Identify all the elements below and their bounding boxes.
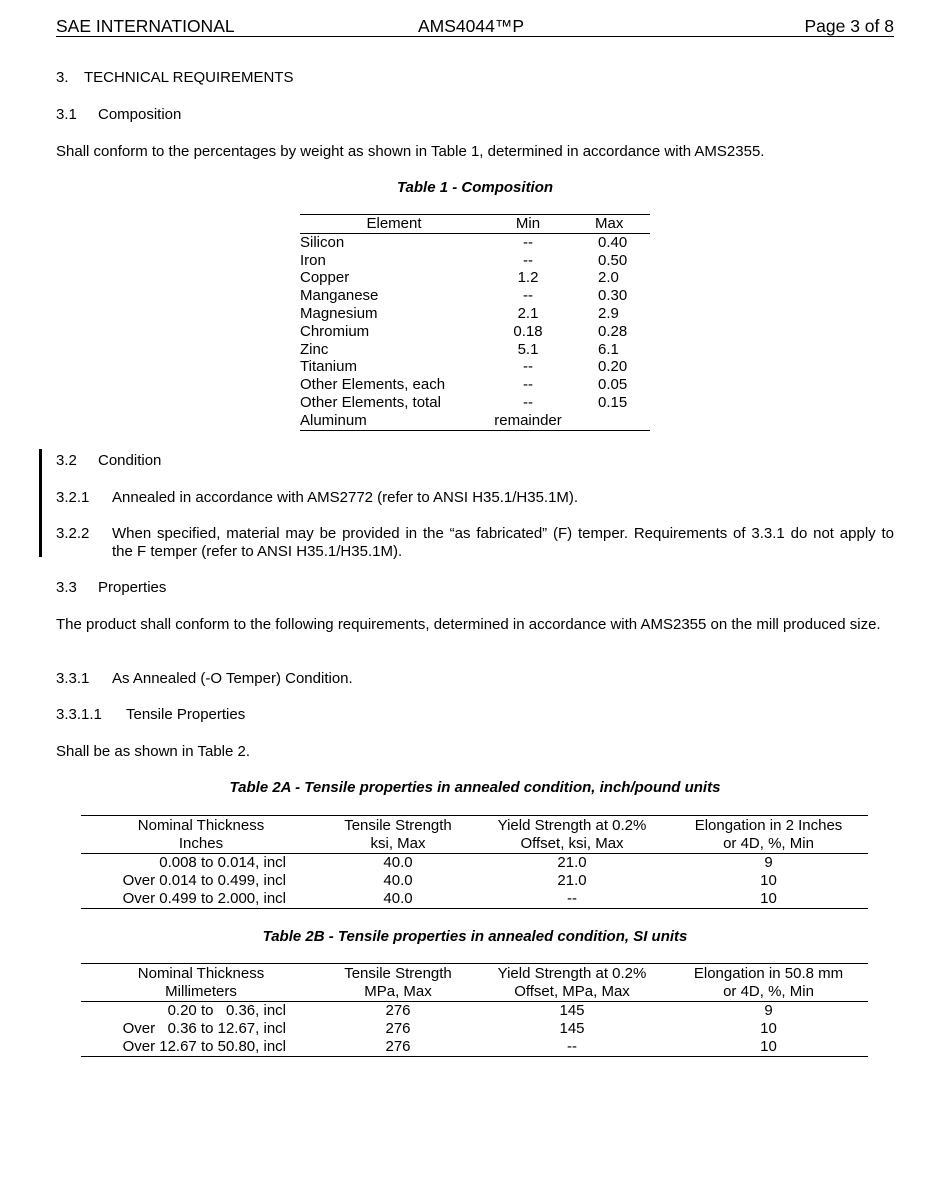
section-3-3-text: The product shall conform to the following requirements, determined in accordance with AMS2355 on the mill produced size. — [56, 616, 881, 633]
element-name: Other Elements, total — [300, 393, 441, 411]
section-3-3-1-1-text: Shall be as shown in Table 2. — [56, 743, 251, 760]
table-2a-header-row — [81, 815, 868, 854]
element-min: 1.2 — [517, 269, 539, 287]
section-3-3-1-1-title: Tensile Properties — [126, 706, 246, 723]
elongation-value: 10 — [760, 1038, 777, 1055]
table-2a-caption: Table 2A - Tensile properties in annealed condition, inch/pound units — [229, 779, 721, 796]
table-row — [300, 252, 650, 270]
section-3-2-title: Condition — [98, 452, 162, 469]
element-name: Aluminum — [300, 411, 367, 429]
element-max: 0.15 — [598, 393, 628, 411]
table-1-caption: Table 1 - Composition — [396, 179, 554, 196]
element-max: 6.1 — [598, 340, 619, 358]
table-2a-header-thickness-line1: Nominal Thickness — [137, 817, 265, 834]
table-2a-header-thickness-line2: Inches — [178, 835, 224, 852]
table-2a-header-tensile-line2: ksi, Max — [370, 835, 426, 852]
element-min: -- — [523, 393, 533, 411]
section-3-2-2-number: 3.2.2 — [56, 525, 90, 542]
tensile-value: 40.0 — [383, 890, 413, 907]
element-max: 0.30 — [598, 287, 628, 305]
table-row — [300, 412, 650, 431]
table-row — [300, 358, 650, 376]
section-3-3-title: Properties — [98, 579, 167, 596]
table-row — [300, 234, 650, 252]
elongation-value: 10 — [760, 872, 777, 889]
element-min: -- — [523, 251, 533, 269]
element-name: Copper — [300, 269, 350, 287]
table-row — [300, 394, 650, 412]
element-name: Chromium — [300, 322, 370, 340]
table-2a-header-yield-line1: Yield Strength at 0.2% — [497, 817, 647, 834]
elongation-value: 9 — [764, 1002, 773, 1019]
table-row — [81, 854, 868, 872]
tensile-value: 40.0 — [383, 854, 413, 871]
section-3-3-1-number: 3.3.1 — [56, 670, 90, 687]
table-row — [81, 1038, 868, 1057]
element-max: 2.0 — [598, 269, 619, 287]
header-document-number: AMS4044™P — [418, 16, 525, 36]
tensile-value: 276 — [385, 1020, 411, 1037]
section-3-1-text: Shall conform to the percentages by weight as shown in Table 1, determined in accordance with AMS2355. — [56, 143, 765, 160]
table-row — [81, 872, 868, 890]
element-min: 5.1 — [517, 340, 539, 358]
element-max: 2.9 — [598, 304, 619, 322]
section-3-number: 3. — [56, 69, 69, 86]
section-3-2-1-number: 3.2.1 — [56, 489, 90, 506]
thickness-range: 0.20 to 0.36, incl — [167, 1002, 286, 1019]
section-3-2-number: 3.2 — [56, 452, 77, 469]
table-2b-header-tensile-line1: Tensile Strength — [344, 965, 452, 982]
page-header — [56, 14, 894, 37]
table-row — [300, 287, 650, 305]
table-2b-header-yield-line1: Yield Strength at 0.2% — [497, 965, 647, 982]
table-2a-header-elongation-line2: or 4D, %, Min — [723, 835, 814, 852]
tensile-value: 40.0 — [383, 872, 413, 889]
table-row — [300, 269, 650, 287]
elongation-value: 10 — [760, 890, 777, 907]
section-3-2-1-text: Annealed in accordance with AMS2772 (refer to ANSI H35.1/H35.1M). — [112, 489, 579, 506]
elongation-value: 9 — [764, 854, 773, 871]
elongation-value: 10 — [760, 1020, 777, 1037]
element-name: Manganese — [300, 287, 379, 305]
element-min: -- — [523, 358, 533, 376]
table-row — [81, 890, 868, 909]
table-row — [300, 341, 650, 359]
element-min: -- — [523, 376, 533, 394]
table-2a-header-yield-line2: Offset, ksi, Max — [520, 835, 624, 852]
element-max: 0.05 — [598, 376, 628, 394]
element-name: Magnesium — [300, 304, 378, 322]
table-2b-header-elongation-line2: or 4D, %, Min — [723, 983, 814, 1000]
element-max: 0.50 — [598, 251, 628, 269]
table-1-header-row — [300, 215, 650, 234]
table-2a — [81, 815, 868, 909]
tensile-value: 276 — [385, 1038, 411, 1055]
element-min: remainder — [494, 411, 562, 429]
thickness-range: Over 0.36 to 12.67, incl — [122, 1020, 286, 1037]
table-row — [300, 376, 650, 394]
thickness-range: Over 0.499 to 2.000, incl — [122, 890, 286, 907]
table-2b-header-elongation-line1: Elongation in 50.8 mm — [693, 965, 844, 982]
table-row — [81, 1020, 868, 1038]
yield-value: -- — [567, 1038, 577, 1055]
yield-value: 145 — [559, 1002, 585, 1019]
section-3-3-1-text: As Annealed (-O Temper) Condition. — [112, 670, 353, 687]
table-2b-header-yield-line2: Offset, MPa, Max — [514, 983, 630, 1000]
yield-value: 21.0 — [557, 854, 587, 871]
table-2b-header-thickness-line1: Nominal Thickness — [137, 965, 265, 982]
section-3-1-number: 3.1 — [56, 106, 77, 123]
revision-change-bar — [39, 449, 42, 557]
table-2b — [81, 963, 868, 1057]
element-min: -- — [523, 287, 533, 305]
table-1-header-element: Element — [366, 215, 422, 232]
yield-value: 21.0 — [557, 872, 587, 889]
section-3-title: TECHNICAL REQUIREMENTS — [84, 69, 294, 86]
element-max: 0.28 — [598, 322, 628, 340]
section-3-3-1-1-number: 3.3.1.1 — [56, 706, 102, 723]
table-1-header-min: Min — [515, 215, 541, 232]
table-2b-header-thickness-line2: Millimeters — [165, 983, 237, 1000]
table-1 — [300, 214, 650, 431]
yield-value: 145 — [559, 1020, 585, 1037]
element-name: Zinc — [300, 340, 329, 358]
thickness-range: 0.008 to 0.014, incl — [159, 854, 286, 871]
table-1-header-max: Max — [595, 215, 624, 232]
element-max: 0.20 — [598, 358, 628, 376]
section-3-1-title: Composition — [98, 106, 182, 123]
element-name: Titanium — [300, 358, 357, 376]
table-row — [81, 1002, 868, 1020]
section-3-2-2-line-1: When specified, material may be provided in the “as fabricated” (F) temper. Requirements of 3.3.1 do not apply to — [112, 525, 894, 542]
thickness-range: Over 12.67 to 50.80, incl — [122, 1038, 286, 1055]
table-2a-header-elongation-line1: Elongation in 2 Inches — [694, 817, 843, 834]
table-2b-header-row — [81, 963, 868, 1002]
tensile-value: 276 — [385, 1002, 411, 1019]
element-name: Other Elements, each — [300, 376, 446, 394]
header-page-number: Page 3 of 8 — [804, 16, 894, 36]
element-min: 0.18 — [513, 322, 543, 340]
thickness-range: Over 0.014 to 0.499, incl — [122, 872, 286, 889]
table-row — [300, 323, 650, 341]
element-name: Silicon — [300, 233, 345, 251]
element-name: Iron — [300, 251, 326, 269]
table-2b-caption: Table 2B - Tensile properties in annealed condition, SI units — [262, 928, 688, 945]
header-organization: SAE INTERNATIONAL — [56, 16, 235, 36]
element-min: -- — [523, 233, 533, 251]
element-min: 2.1 — [517, 304, 539, 322]
table-row — [300, 305, 650, 323]
table-2a-header-tensile-line1: Tensile Strength — [344, 817, 452, 834]
section-3-2-2-line-2: the F temper (refer to ANSI H35.1/H35.1M). — [112, 543, 403, 560]
table-2b-header-tensile-line2: MPa, Max — [364, 983, 432, 1000]
yield-value: -- — [567, 890, 577, 907]
section-3-3-number: 3.3 — [56, 579, 77, 596]
element-max: 0.40 — [598, 233, 628, 251]
